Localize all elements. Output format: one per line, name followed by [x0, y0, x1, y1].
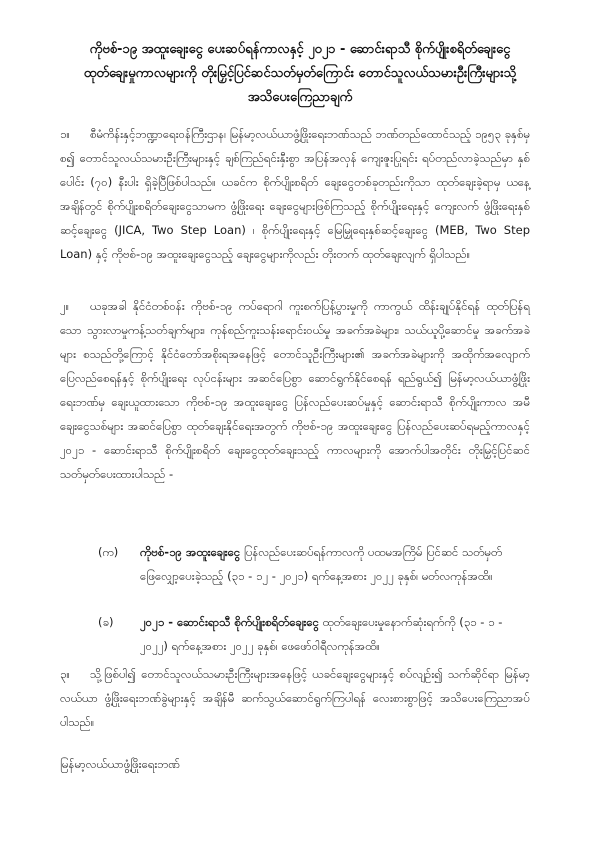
list-item-text: ထုတ်ချေးပေးမှုနောက်ဆုံးရက်ကို (၃၁ - ၁ - ၂၀၂၂) ရက်နေ့အစား ၂၀၂၂ ခုနှစ်၊ ဖေဖော်ဝါရီလကုန်အထိ။	[140, 615, 503, 653]
title-line-3: အသိပေးကြေညာချက်	[247, 90, 353, 105]
signature-issuer: မြန်မာ့လယ်ယာဖွံ့ဖြိုးရေးဘဏ်	[60, 757, 181, 771]
list-item-text: ပြန်လည်ပေးဆပ်ရန်ကာလကို ပထမအကြိမ် ပြင်ဆင် သတ်မှတ် ဖြေလျှော့ပေးခဲ့သည့် (၃၁ - ၁၂ - ၂၀၂၁) ရက်နေ့အစား ၂၀၂၂ ခုနှစ်၊ မတ်လကုန်အထိ။	[140, 545, 503, 583]
paragraph-number: ၁။	[60, 127, 70, 141]
list-item-a	[98, 540, 532, 588]
list-item-b	[98, 610, 532, 658]
title-line-2: ထုတ်ချေးမှုကာလများကို တိုးမြှင့်ပြင်ဆင်သတ်မှတ်ကြောင်း တောင်သူလယ်သမားဦးကြီးများသို့	[83, 66, 517, 81]
paragraph-number: ၂။	[60, 299, 70, 313]
list-item-heading: ကိုဗစ်-၁၉ အထူးချေးငွေ	[140, 545, 241, 559]
paragraph-number: ၃။	[60, 667, 70, 681]
document-title	[60, 38, 540, 110]
list-item-heading: ၂၀၂၁ - ဆောင်းရာသီ စိုက်ပျိုးစရိတ်ချေးငွေ	[140, 615, 319, 629]
paragraph-3	[60, 662, 530, 734]
paragraph-2	[60, 294, 530, 486]
paragraph-text: စီမံကိန်းနှင့်ဘဏ္ဍာရေးဝန်ကြီးဌာန၊ မြန်မာ့လယ်ယာဖွံ့ဖြိုးရေးဘဏ်သည် ဘဏ်တည်ထောင်သည့် ၁၉၅၃ ခုနှစ်မှစ၍ တောင်သူလယ်သမားဦးကြီးများနှင့် ချစ်ကြည်ရင်းနှီးစွာ အပြန်အလှန် ကျေးဇူးပြုရင်း ရပ်တည်လာခဲ့သည်မှာ နှစ်ပေါင်း (၇၀) နီးပါး ရှိခဲ့ပြီဖြစ်ပါသည်။ ယခင်က စိုက်ပျိုးစရိတ် ချေးငွေတစ်ခုတည်းကိုသာ ထုတ်ချေးခဲ့ရာမှ ယနေ့အချိန်တွင် စိုက်ပျိုးစရိတ်ချေးငွေသာမက ဖွံ့ဖြိုးရေး ချေးငွေများဖြစ်ကြသည့် စိုက်ပျိုးရေးနှင့် ကျေးလက် ဖွံ့ဖြိုးရေးနှစ်ဆင့်ချေးငွေ (JICA, Two Step Loan) ၊ စိုက်ပျိုးရေးနှင့် မြေမြှုရေးနှစ်ဆင့်ချေးငွေ (MEB, Two Step Loan) နှင့် ကိုဗစ်-၁၉ အထူးချေးငွေသည့် ချေးငွေများကိုလည်း တိုးတက် ထုတ်ချေးလျက် ရှိပါသည်။	[60, 127, 530, 261]
paragraph-text: ယခုအခါ နိုင်ငံတစ်ဝန်း ကိုဗစ်-၁၉ ကပ်ရောဂါ ကူးစက်ပြန့်ပွားမှုကို ကာကွယ် ထိန်းချုပ်နိုင်ရန် ထုတ်ပြန်ရသော သွားလာမှုကန့်သတ်ချက်များ၊ ကုန်စည်ကူးသန်းရောင်းဝယ်မှု အခက်အခဲများ၊ သယ်ယူပို့ဆောင်မှု အခက်အခဲများ စသည်တို့ကြောင့် နိုင်ငံတော်အစိုးရအနေဖြင့် တောင်သူဦးကြီးများ၏ အခက်အခဲများကို အထိုက်အလျောက် ပြေလည်စေရန်နှင့် စိုက်ပျိုးရေး လုပ်ငန်းများ အဆင်ပြေစွာ ဆောင်ရွက်နိုင်စေရန် ရည်ရွယ်၍ မြန်မာ့လယ်ယာဖွံ့ဖြိုးရေးဘဏ်မှ ချေးယူထားသော ကိုဗစ်-၁၉ အထူးချေးငွေ ပြန်လည်ပေးဆပ်မှုနှင့် ဆောင်းရာသီ စိုက်ပျိုးကာလ အမီ ချေးငွေသစ်များ အဆင်ပြေစွာ ထုတ်ချေးနိုင်ရေးအတွက် ကိုဗစ်-၁၉ အထူးချေးငွေ ပြန်လည်ပေးဆပ်ရမည့်ကာလနှင့် ၂၀၂၁ - ဆောင်းရာသီ စိုက်ပျိုးစရိတ် ချေးငွေထုတ်ချေးသည့် ကာလများကို အောက်ပါအတိုင်း တိုးမြှင့်ပြင်ဆင် သတ်မှတ်ပေးထားပါသည် -	[60, 299, 530, 481]
paragraph-1	[60, 122, 530, 266]
list-item-label: (က)	[98, 545, 119, 559]
paragraph-text: သို့ဖြစ်ပါ၍ တောင်သူလယ်သမားဦးကြီးများအနေဖြင့် ယခင်ချေးငွေများနှင့် စပ်လျဉ်း၍ သက်ဆိုင်ရာ မြန်မာ့လယ်ယာ ဖွံ့ဖြိုးရေးဘဏ်ခွဲများနှင့် အချိန်မီ ဆက်သွယ်ဆောင်ရွက်ကြပါရန် လေးစားစွာဖြင့် အသိပေးကြေညာအပ်ပါသည်။	[60, 667, 530, 729]
list-item-label: (ခ)	[98, 615, 114, 629]
title-line-1: ကိုဗစ်-၁၉ အထူးချေးငွေ ပေးဆပ်ရန်ကာလနှင့် ၂၀၂၁ - ဆောင်းရာသီ စိုက်ပျိုးစရိတ်ချေးငွေ	[89, 42, 511, 57]
